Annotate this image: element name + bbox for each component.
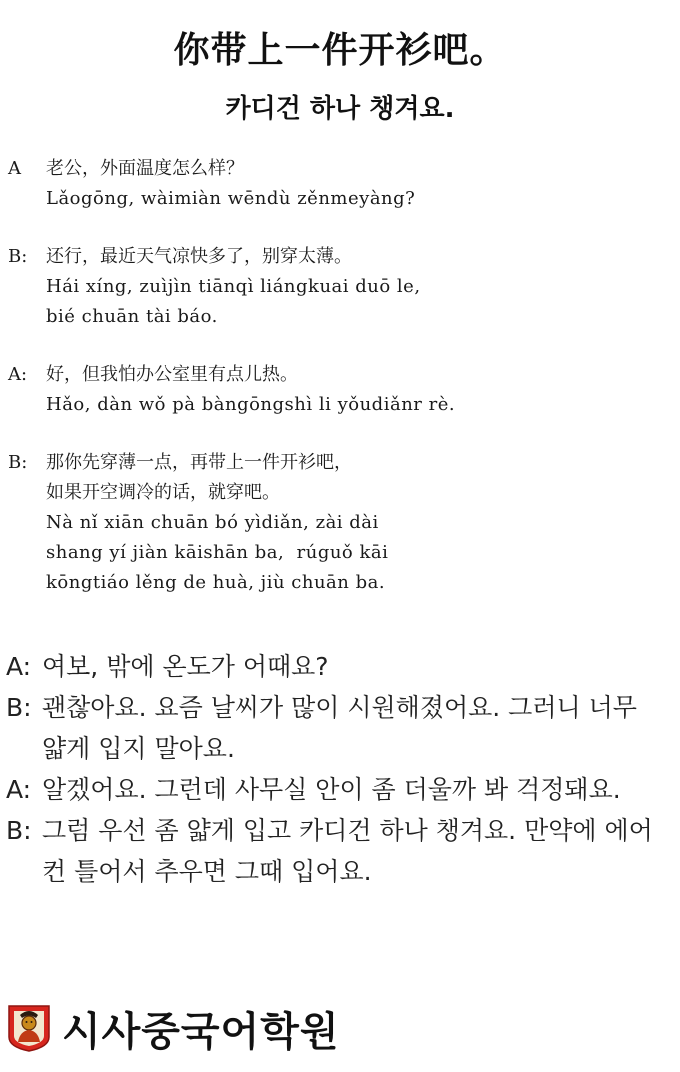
dialogue-turn xyxy=(8,448,668,598)
pinyin-line: Nà nǐ xiān chuān bó yìdiǎn, zài dài xyxy=(46,512,379,533)
chinese-line: 如果开空调冷的话，就穿吧。 xyxy=(46,482,280,503)
chinese-line: 还行，最近天气凉快多了，别穿太薄。 xyxy=(46,246,352,267)
page-title-chinese: 你带上一件开衫吧。 xyxy=(173,29,507,71)
dialogue-turn xyxy=(8,242,668,332)
dialogue-turn xyxy=(6,810,676,892)
chinese-line: 老公，外面温度怎么样？ xyxy=(46,158,244,179)
pinyin-line: Hǎo, dàn wǒ pà bàngōngshì li yǒudiǎnr rè. xyxy=(46,394,456,415)
pinyin-line: Hái xíng, zuìjìn tiānqì liángkuai duō le, xyxy=(46,276,421,297)
chinese-dialogue xyxy=(8,154,668,598)
speaker-label: B: xyxy=(6,816,32,845)
speaker-label: B: xyxy=(8,452,28,473)
korean-line: 알겠어요. 그런데 사무실 안이 좀 더울까 봐 걱정돼요. xyxy=(42,775,621,804)
korean-line: 컨 틀어서 추우면 그때 입어요. xyxy=(42,857,372,886)
dialogue-turn xyxy=(8,360,668,420)
chinese-line: 那你先穿薄一点，再带上一件开衫吧， xyxy=(46,452,352,473)
speaker-label: B: xyxy=(8,246,28,267)
page-title-korean: 카디건 하나 챙겨요. xyxy=(225,94,455,124)
speaker-label: A: xyxy=(8,364,28,385)
dialogue-turn xyxy=(6,769,676,810)
pinyin-line: Lǎogōng, wàimiàn wēndù zěnmeyàng? xyxy=(46,188,416,209)
dialogue-turn xyxy=(6,646,676,687)
korean-line: 그럼 우선 좀 얇게 입고 카디건 하나 챙겨요. 만약에 에어 xyxy=(42,816,653,845)
brand-name: 시사중국어학원 xyxy=(62,1008,340,1055)
korean-dialogue xyxy=(6,646,676,892)
pinyin-line: kōngtiáo lěng de huà, jiù chuān ba. xyxy=(46,572,386,593)
speaker-label: B: xyxy=(6,693,32,722)
pinyin-line: shang yí jiàn kāishān ba, rúguǒ kāi xyxy=(46,542,389,563)
speaker-label: A xyxy=(8,158,21,179)
dialogue-turn xyxy=(8,154,668,214)
sisa-logo-icon xyxy=(6,1003,52,1053)
speaker-label: A: xyxy=(6,775,32,804)
pinyin-line: bié chuān tài báo. xyxy=(46,306,218,327)
chinese-line: 好，但我怕办公室里有点儿热。 xyxy=(46,364,298,385)
korean-line: 괜찮아요. 요즘 날씨가 많이 시원해졌어요. 그러니 너무 xyxy=(42,693,637,722)
footer-brand xyxy=(6,1000,339,1056)
korean-line: 여보, 밖에 온도가 어때요? xyxy=(42,652,329,681)
dialogue-turn xyxy=(6,687,676,769)
speaker-label: A: xyxy=(6,652,32,681)
korean-line: 얇게 입지 말아요. xyxy=(42,734,235,763)
